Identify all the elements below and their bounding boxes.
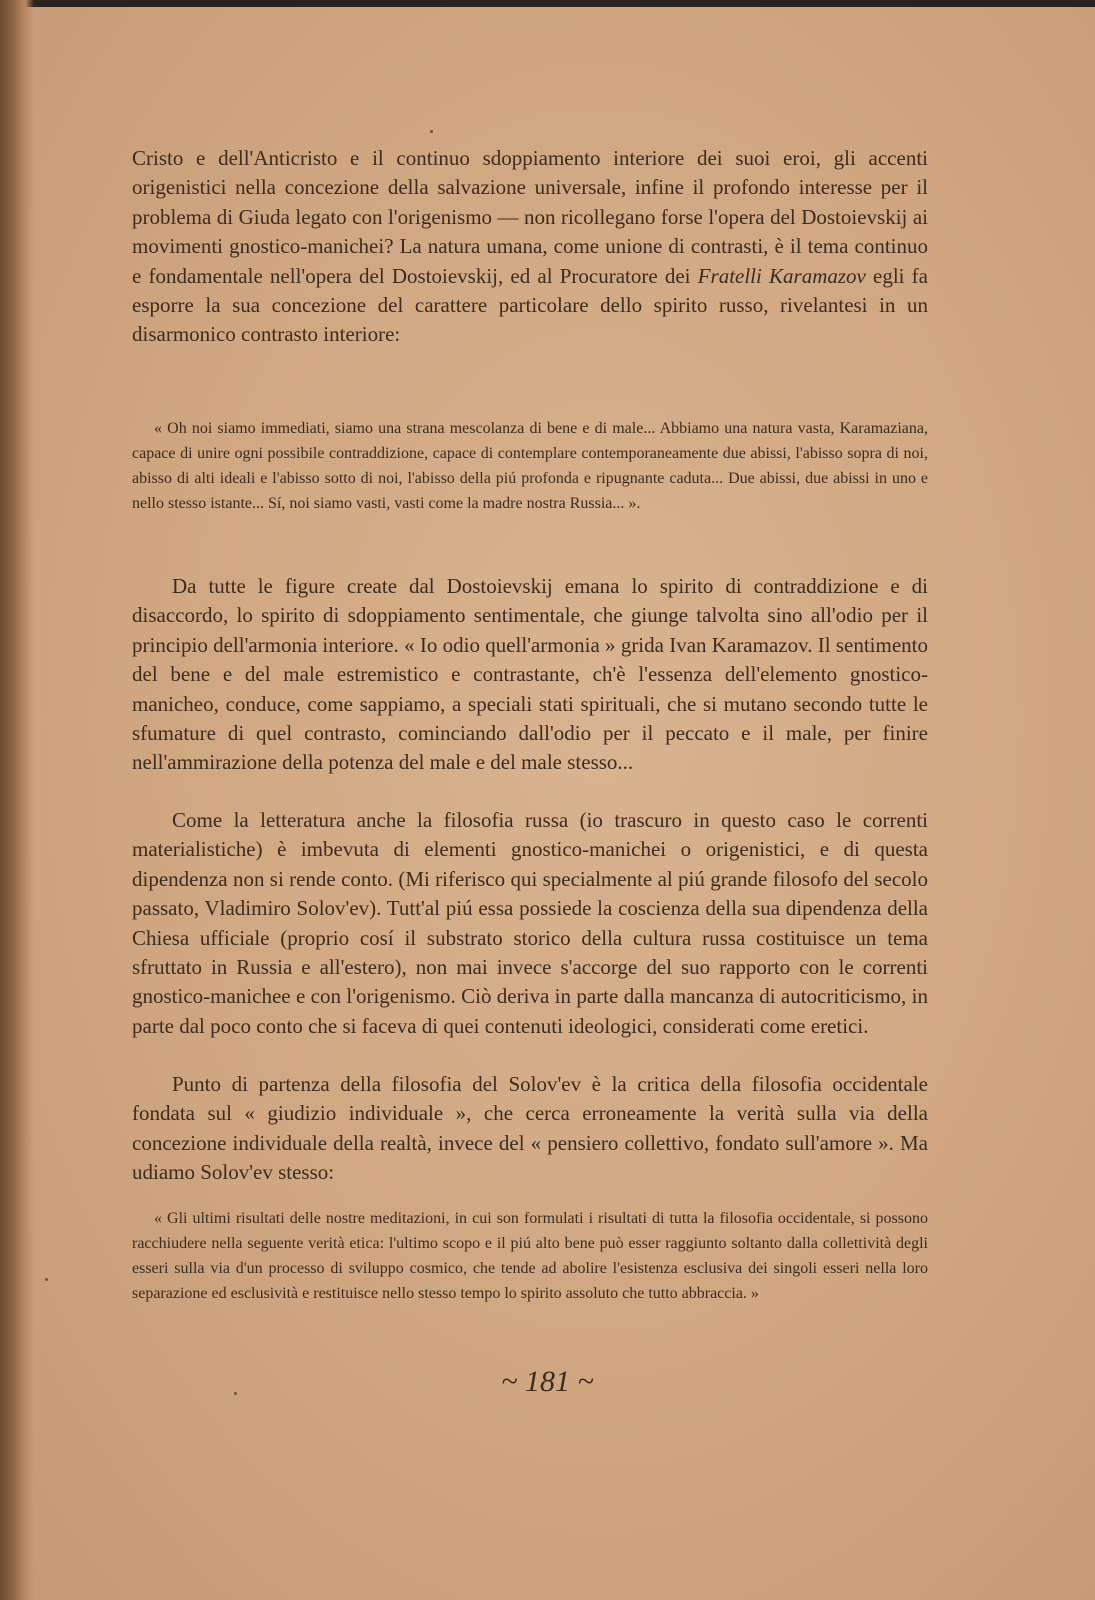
paragraph-4: Punto di partenza della filosofia del Solov'ev è la critica della filosofia occidentale fondata sul « giudizio individuale », che cerca erroneamente la verità sulla via della concezione individuale della realtà, invece del « pensiero collettivo, fondato sull'amore ». Ma udiamo Solov'ev stesso: bbox=[132, 1072, 928, 1185]
page-top-edge bbox=[0, 0, 1095, 7]
paper-speck bbox=[234, 1392, 237, 1395]
paper-speck bbox=[45, 1278, 48, 1281]
block-quote-2: « Gli ultimi risultati delle nostre meditazioni, in cui son formulati i risultati di tutta la filosofia occidentale, si possono racchiudere nella seguente verità etica: l'ultimo scopo e il piú alto bene può esser raggiunto soltanto dalla collettività degli esseri sulla via d'un processo di sviluppo cosmico, che tende ad abolire l'esistenza esclusiva dei singoli esseri nella loro separazione ed esclusività e restituisce nello stesso tempo lo spirito assoluto che tutto abbraccia. » bbox=[132, 1210, 928, 1302]
block-quote-1: « Oh noi siamo immediati, siamo una strana mescolanza di bene e di male... Abbiamo una natura vasta, Karamaziana, capace di unire ogni possibile contraddizione, capace di contemplare contemporaneamente due abissi, l'abisso sopra di noi, abisso di alti ideali e l'abisso sotto di noi, l'abisso della piú profonda e ripugnante caduta... Due abissi, due abissi in uno e nello stesso istante... Sí, noi siamo vasti, vasti come la madre nostra Russia... ». bbox=[132, 420, 928, 512]
book-title: Fratelli Karamazov bbox=[697, 263, 866, 288]
paragraph-2: Da tutte le figure create dal Dostoievskij emana lo spirito di contraddizione e di disaccordo, lo spirito di sdoppiamento sentimentale, che giunge talvolta sino all'odio per il principio dell'armonia interiore. « Io odio quell'armonia » grida Ivan Karamazov. Il sentimento del bene e del male estremistico e contrastante, ch'è l'essenza dell'elemento gnostico-manicheo, conduce, come sappiamo, a speciali stati spirituali, che si mutano secondo tutte le sfumature di quel contrasto, cominciando dall'odio per il peccato e il male, per finire nell'ammirazione della potenza del male e del male stesso... bbox=[132, 574, 928, 775]
paragraph-3: Come la letteratura anche la filosofia russa (io trascuro in questo caso le correnti materialistiche) è imbevuta di elementi gnostico-manichei o origenistici, e di questa dipendenza non si rende conto. (Mi riferisco qui specialmente al piú grande filosofo del secolo passato, Vladimiro Solov'ev). Tutt'al piú essa possiede la coscienza della sua dipendenza della Chiesa ufficiale (proprio cosí il substrato storico della cultura russa costituisce un tema sfruttato in Russia e all'estero), non mai invece s'accorge del suo rapporto con le correnti gnostico-manichee e con l'origenismo. Ciò deriva in parte dalla mancanza di autocriticismo, in parte dal poco conto che si faceva di quei contenuti ideologici, considerati come eretici. bbox=[132, 808, 928, 1038]
paragraph-1-text-start: Cristo e dell'Anticristo e il continuo sdoppiamento interiore dei suoi eroi, gli accenti origenistici nella concezione della salvazione universale, infine il profondo interesse per il problema di Giuda legato con l'origenismo — non ricollegano forse l'opera del Dostoievskij ai movimenti gnostico-manichei? La natura umana, come unione di contrasti, è il tema continuo e fondamentale nell'opera del Dostoievskij, ed al Procuratore dei bbox=[132, 146, 928, 288]
page-binding-edge bbox=[0, 0, 34, 1600]
page-number: ~ 181 ~ bbox=[501, 1365, 594, 1398]
paragraph-1 bbox=[132, 144, 928, 350]
paragraph-1-text-end: egli fa esporre la sua concezione del carattere particolare dello spirito russo, rivelantesi in un disarmonico contrasto interiore: bbox=[132, 263, 928, 347]
paper-speck bbox=[430, 130, 433, 133]
